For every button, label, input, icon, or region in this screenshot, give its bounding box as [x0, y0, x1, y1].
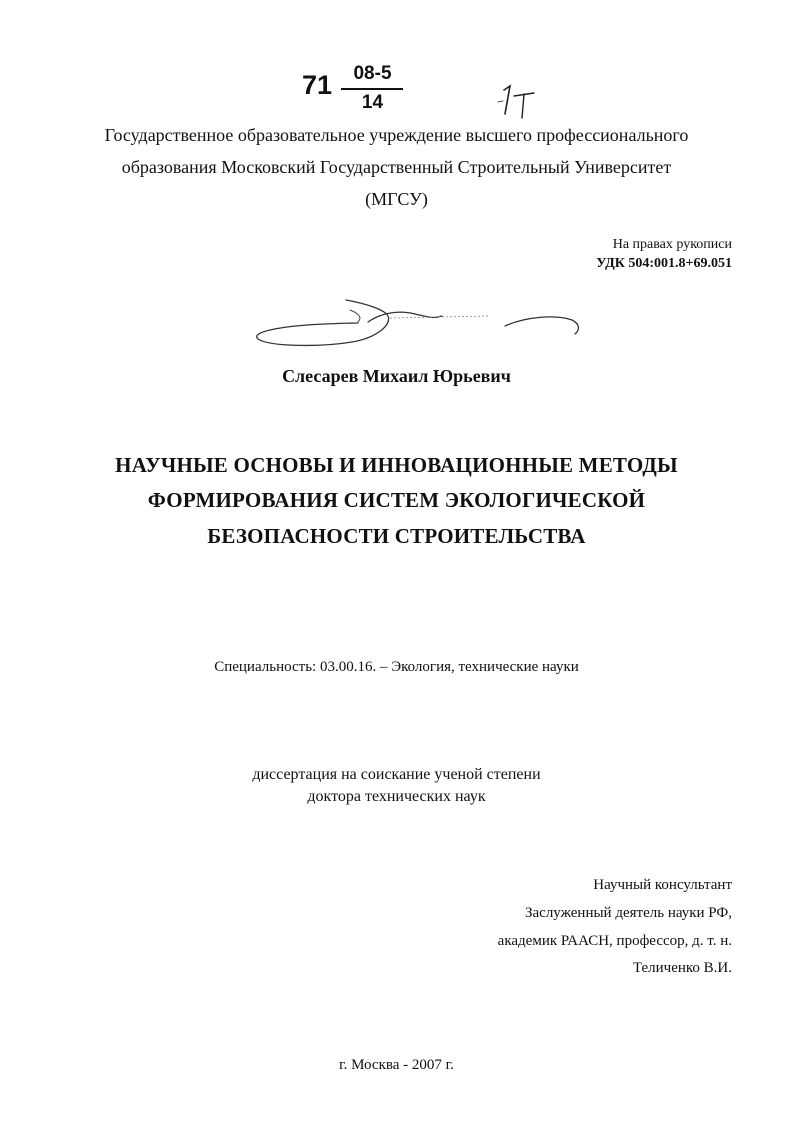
stamp-main-number: 71 — [302, 70, 333, 100]
author-signature — [250, 292, 590, 362]
institution-line-1: Государственное образовательное учреждение высшего профессионального — [104, 125, 689, 145]
degree-line-1: диссертация на соискание ученой степени — [252, 766, 541, 783]
stamp-denominator: 14 — [361, 92, 384, 113]
stamp-numerator: 08-5 — [353, 63, 392, 84]
dissertation-title-line-3: БЕЗОПАСНОСТИ СТРОИТЕЛЬСТВА — [207, 524, 586, 548]
advisor-role: Научный консультант — [593, 877, 732, 893]
institution-line-2: образования Московский Государственный Строительный Университет — [121, 157, 672, 177]
dissertation-title-line-1: НАУЧНЫЕ ОСНОВЫ И ИННОВАЦИОННЫЕ МЕТОДЫ — [115, 453, 678, 477]
stamp-fraction-line — [341, 88, 403, 90]
degree-line-2: доктора технических наук — [307, 788, 486, 805]
handwritten-mark — [494, 84, 540, 124]
specialty: Специальность: 03.00.16. – Экология, технические науки — [214, 659, 579, 675]
institution-abbreviation: (МГСУ) — [365, 189, 428, 209]
advisor-honor: Заслуженный деятель науки РФ, — [524, 905, 732, 921]
author-name: Слесарев Михаил Юрьевич — [282, 366, 511, 386]
city-year: г. Москва - 2007 г. — [339, 1057, 454, 1073]
manuscript-rights-note: На правах рукописи — [612, 237, 732, 252]
dissertation-title-line-2: ФОРМИРОВАНИЯ СИСТЕМ ЭКОЛОГИЧЕСКОЙ — [147, 488, 646, 512]
advisor-titles: академик РААСН, профессор, д. т. н. — [497, 933, 732, 949]
advisor-name: Теличенко В.И. — [632, 960, 732, 976]
udc-code: УДК 504:001.8+69.051 — [596, 256, 732, 271]
